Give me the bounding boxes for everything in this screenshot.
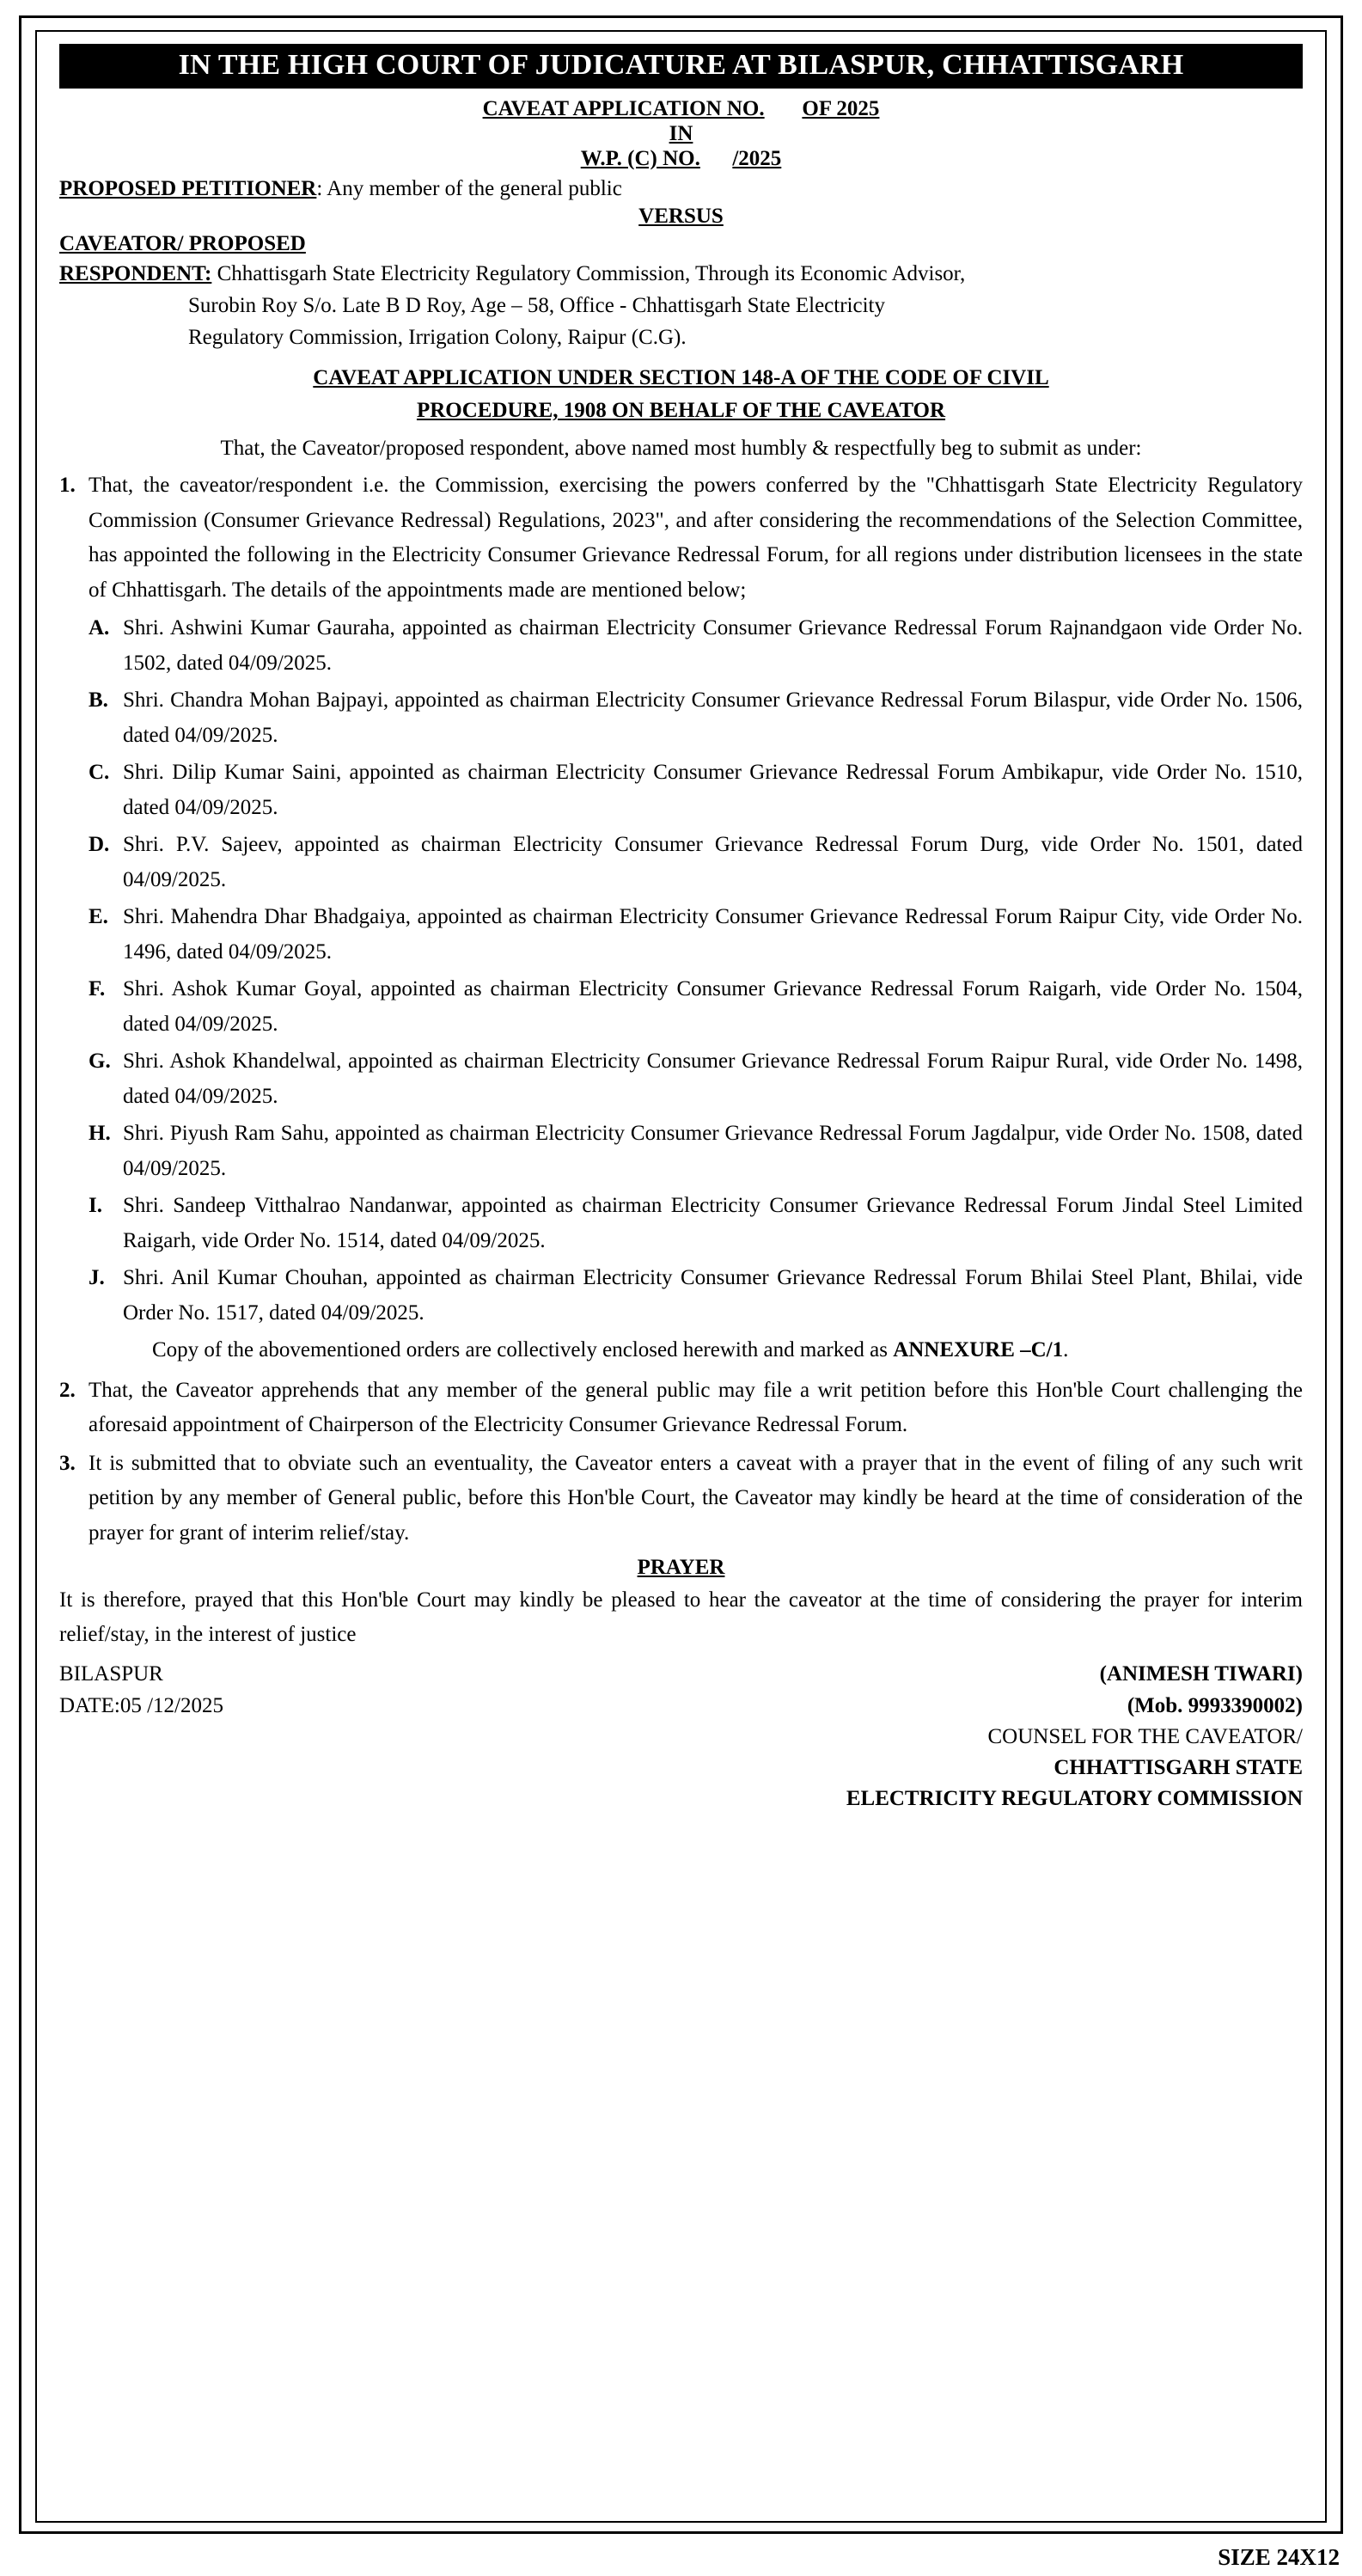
caveat-no-year: OF 2025 [802, 96, 880, 120]
appointment-text: Shri. Sandeep Vitthalrao Nandanwar, appointed as chairman Electricity Consumer Grievance Redressal Forum Jindal Steel Limited Raigarh, vide Order No. 1514, dated 04/09/2025. [123, 1194, 1303, 1252]
counsel-mobile: (Mob. 9993390002) [1127, 1693, 1303, 1717]
respondent-line-2: Surobin Roy S/o. Late B D Roy, Age – 58, Office - Chhattisgarh State Electricity [188, 294, 885, 318]
annexure-note-suffix: . [1063, 1338, 1069, 1362]
appointment-text: Shri. Anil Kumar Chouhan, appointed as chairman Electricity Consumer Grievance Redressal Forum Bhilai Steel Plant, Bhilai, vide Order No. 1517, dated 04/09/2025. [123, 1266, 1303, 1325]
wp-year: /2025 [732, 146, 782, 170]
appointment-text: Shri. Ashok Kumar Goyal, appointed as chairman Electricity Consumer Grievance Redressal Forum Raigarh, vide Order No. 1504, dated 04/09/2025. [123, 977, 1303, 1036]
appointment-text: Shri. P.V. Sajeev, appointed as chairman Electricity Consumer Grievance Redressal Forum Durg, vide Order No. 1501, dated 04/09/2025. [123, 833, 1303, 891]
proposed-petitioner-value: : Any member of the general public [316, 176, 622, 200]
list-item [59, 972, 1303, 1042]
in-word: IN [669, 121, 693, 145]
appointment-marker: G. [89, 1049, 111, 1074]
respondent-block [59, 258, 1303, 353]
date-label: DATE:05 /12/2025 [59, 1693, 223, 1717]
signature-block [59, 1659, 1303, 1814]
application-heading [59, 362, 1303, 426]
appointment-text: Shri. Ashwini Kumar Gauraha, appointed as chairman Electricity Consumer Grievance Redressal Forum Rajnandgaon vide Order No. 1502, dated 04/09/2025. [123, 616, 1303, 675]
organisation-line-2: ELECTRICITY REGULATORY COMMISSION [846, 1787, 1303, 1811]
counsel-for-label: COUNSEL FOR THE CAVEATOR/ [987, 1724, 1303, 1748]
appointment-text: Shri. Mahendra Dhar Bhadgaiya, appointed as chairman Electricity Consumer Grievance Redressal Forum Raipur City, vide Order No. 1496, dated 04/09/2025. [123, 905, 1303, 964]
wp-label: W.P. (C) NO. [580, 146, 700, 170]
appointment-marker: J. [89, 1266, 105, 1290]
counsel-name: (ANIMESH TIWARI) [1099, 1662, 1303, 1686]
caveator-proposed-label: CAVEATOR/ PROPOSED [59, 232, 306, 256]
outer-border [19, 15, 1343, 2534]
appointment-text: Shri. Dilip Kumar Saini, appointed as chairman Electricity Consumer Grievance Redressal Forum Ambikapur, vide Order No. 1510, dated 04/09/2025. [123, 761, 1303, 819]
list-item [59, 1261, 1303, 1331]
list-item [59, 611, 1303, 681]
appointment-marker: E. [89, 905, 108, 929]
list-item [59, 828, 1303, 897]
caveat-application-number [59, 97, 1303, 121]
prayer-text: It is therefore, prayed that this Hon'ble Court may kindly be pleased to hear the caveator at the time of considering the prayer for interim relief/stay, in the interest of justice [59, 1588, 1303, 1647]
paragraph-1-text: That, the caveator/respondent i.e. the Commission, exercising the powers conferred by the "Chhattisgarh State Electricity Regulatory Commission (Consumer Grievance Redressal) Regulations, 2023", and after considering the recommendations of the Selection Committee, has appointed the following in the Electricity Consumer Grievance Redressal Forum, for all regions under distribution licensees in the state of Chhattisgarh. The details of the appointments made are mentioned below; [89, 474, 1303, 602]
proposed-petitioner-row [59, 174, 1303, 204]
paragraph-2-marker: 2. [59, 1378, 76, 1402]
application-heading-line-2: PROCEDURE, 1908 ON BEHALF OF THE CAVEATOR [416, 398, 946, 422]
caveat-no-label: CAVEAT APPLICATION NO. [482, 96, 765, 120]
wp-number [59, 147, 1303, 171]
list-item [59, 756, 1303, 825]
appointments-list [59, 611, 1303, 1331]
footer-left [59, 1659, 223, 1722]
place-label: BILASPUR [59, 1662, 163, 1686]
respondent-line-3: Regulatory Commission, Irrigation Colony, Raipur (C.G). [188, 326, 687, 350]
respondent-line-1: Chhattisgarh State Electricity Regulatory Commission, Through its Economic Advisor, [217, 262, 966, 286]
intro-paragraph: That, the Caveator/proposed respondent, above named most humbly & respectfully beg to submit as under: [220, 437, 1142, 461]
paragraph-3 [59, 1447, 1303, 1551]
appointment-marker: C. [89, 761, 110, 785]
appointment-text: Shri. Chandra Mohan Bajpayi, appointed as chairman Electricity Consumer Grievance Redressal Forum Bilaspur, vide Order No. 1506, dated 04/09/2025. [123, 688, 1303, 747]
paragraph-1 [59, 468, 1303, 608]
application-heading-line-1: CAVEAT APPLICATION UNDER SECTION 148-A OF THE CODE OF CIVIL [313, 366, 1049, 390]
paragraph-3-marker: 3. [59, 1451, 76, 1475]
appointment-text: Shri. Ashok Khandelwal, appointed as chairman Electricity Consumer Grievance Redressal Forum Raipur Rural, vide Order No. 1498, dated 04/09/2025. [123, 1049, 1303, 1108]
list-item [59, 1189, 1303, 1258]
court-title: IN THE HIGH COURT OF JUDICATURE AT BILASPUR, CHHATTISGARH [59, 44, 1303, 89]
annexure-note-prefix: Copy of the abovementioned orders are collectively enclosed herewith and marked as [152, 1338, 894, 1362]
appointment-text: Shri. Piyush Ram Sahu, appointed as chairman Electricity Consumer Grievance Redressal Forum Jagdalpur, vide Order No. 1508, dated 04/09/2025. [123, 1122, 1303, 1180]
paragraph-2-text: That, the Caveator apprehends that any member of the general public may file a writ petition before this Hon'ble Court challenging the aforesaid appointment of Chairperson of the Electricity Consumer Grievance Redressal Forum. [89, 1378, 1303, 1437]
paragraph-1-marker: 1. [59, 474, 76, 498]
list-item [59, 1117, 1303, 1186]
appointment-marker: I. [89, 1194, 102, 1218]
inner-border [35, 30, 1327, 2523]
appointment-marker: D. [89, 833, 110, 857]
appointment-marker: A. [89, 616, 110, 640]
annexure-reference: ANNEXURE –C/1 [893, 1338, 1064, 1362]
list-item [59, 1044, 1303, 1114]
prayer-heading: PRAYER [637, 1556, 725, 1580]
list-item [59, 683, 1303, 753]
versus-label: VERSUS [638, 205, 724, 229]
organisation-line-1: CHHATTISGARH STATE [1054, 1756, 1303, 1780]
proposed-petitioner-label: PROPOSED PETITIONER [59, 176, 317, 200]
annexure-note [59, 1333, 1303, 1368]
appointment-marker: H. [89, 1122, 111, 1146]
paragraph-3-text: It is submitted that to obviate such an eventuality, the Caveator enters a caveat with a prayer that in the event of filing of any such writ petition by any member of General public, before this Hon'ble Court, the Caveator may kindly be heard at the time of consideration of the prayer for grant of interim relief/stay. [89, 1451, 1303, 1545]
paragraph-2 [59, 1374, 1303, 1443]
appointment-marker: B. [89, 688, 108, 713]
list-item [59, 900, 1303, 970]
size-label: SIZE 24X12 [1218, 2544, 1340, 2570]
respondent-label: RESPONDENT: [59, 262, 212, 286]
footer-right [846, 1659, 1303, 1814]
appointment-marker: F. [89, 977, 106, 1001]
